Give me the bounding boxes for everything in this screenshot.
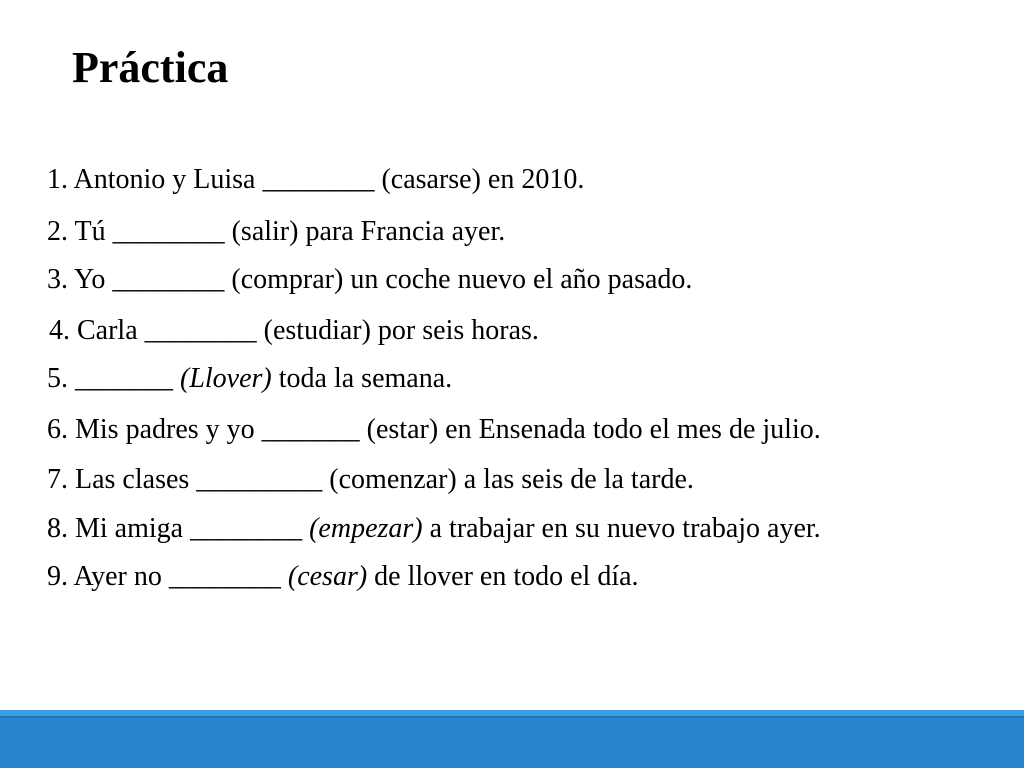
footer-divider [0, 716, 1024, 718]
item-text-after: de llover en todo el día. [367, 561, 639, 592]
exercise-item [47, 362, 452, 396]
item-number: 2. [47, 216, 68, 247]
item-number: 3. [47, 264, 68, 295]
item-verb: (empezar) [309, 513, 423, 544]
exercise-item [47, 163, 584, 197]
item-text-before: _______ [75, 363, 180, 394]
item-number: 7. [47, 464, 68, 495]
item-number: 5. [47, 363, 68, 394]
item-text-after: toda la semana. [271, 363, 453, 394]
item-text: Mis padres y yo _______ (estar) en Ensenada todo el mes de julio. [75, 414, 821, 445]
item-text: Yo ________ (comprar) un coche nuevo el año pasado. [73, 264, 693, 295]
item-number: 8. [47, 513, 68, 544]
item-text: Las clases _________ (comenzar) a las seis de la tarde. [75, 464, 694, 495]
exercise-item [47, 413, 821, 447]
item-number: 1. [47, 164, 68, 195]
exercise-item [47, 215, 505, 249]
item-text-before: Ayer no ________ [73, 561, 288, 592]
exercise-item [49, 314, 539, 348]
slide-title: Práctica [72, 43, 229, 92]
exercise-item [47, 560, 639, 594]
item-text: Antonio y Luisa ________ (casarse) en 2010. [73, 164, 585, 195]
item-text: Tú ________ (salir) para Francia ayer. [74, 216, 506, 247]
item-verb: (Llover) [180, 363, 272, 394]
item-text-after: a trabajar en su nuevo trabajo ayer. [422, 513, 821, 544]
item-number: 4. [49, 315, 70, 346]
item-verb: (cesar) [287, 561, 368, 592]
exercise-item [47, 263, 692, 297]
item-text-before: Mi amiga ________ [75, 513, 310, 544]
item-number: 6. [47, 414, 68, 445]
exercise-item [47, 512, 821, 546]
item-number: 9. [47, 561, 68, 592]
footer-bar [0, 710, 1024, 768]
exercise-item [47, 463, 694, 497]
item-text: Carla ________ (estudiar) por seis horas. [77, 315, 539, 346]
